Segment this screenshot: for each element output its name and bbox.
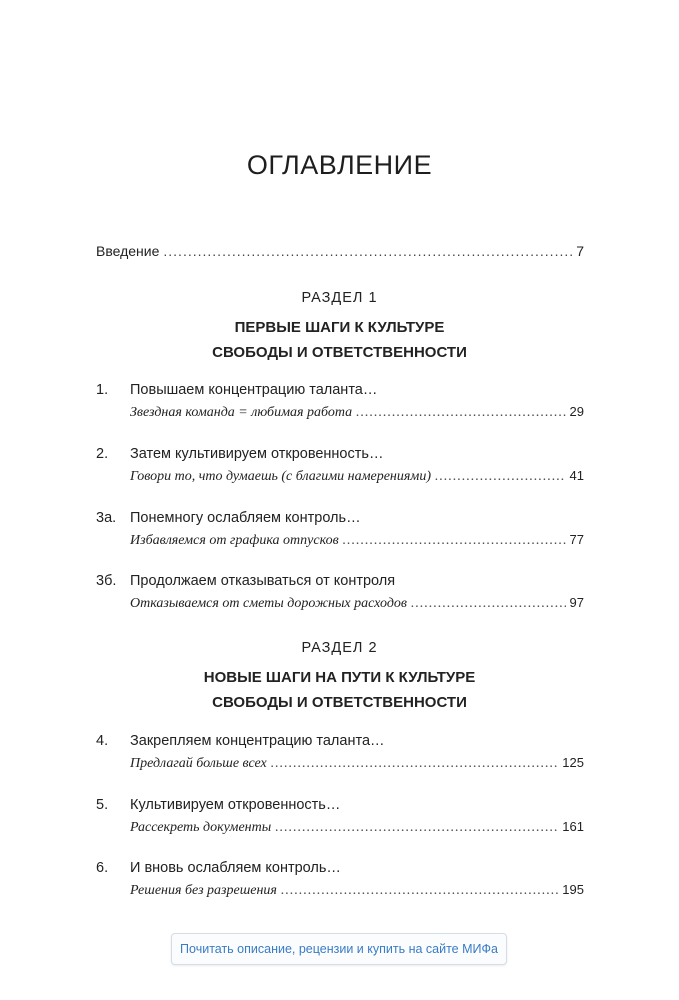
chapter-number: 3а. [96, 510, 117, 526]
page-title: ОГЛАВЛЕНИЕ [246, 150, 433, 180]
chapter-subtitle: Предлагай больше всех [130, 756, 267, 771]
chapter-5 [96, 795, 584, 836]
section-1-title-line2: СВОБОДЫ И ОТВЕТСТВЕННОСТИ [212, 344, 467, 361]
section-2-title-line1: НОВЫЕ ШАГИ НА ПУТИ К КУЛЬТУРЕ [203, 669, 476, 686]
chapter-number: 2. [96, 446, 109, 462]
chapter-page: 125 [562, 755, 584, 770]
chapter-page: 195 [562, 882, 584, 897]
section-1-title-line1: ПЕРВЫЕ ШАГИ К КУЛЬТУРЕ [234, 319, 445, 336]
leader-dots [163, 243, 572, 259]
chapter-title: Повышаем концентрацию таланта… [130, 382, 378, 398]
chapter-page: 97 [569, 595, 584, 610]
section-2-title-line2: СВОБОДЫ И ОТВЕТСТВЕННОСТИ [212, 694, 467, 711]
chapter-3b [96, 571, 584, 612]
toc-intro-label: Введение [96, 243, 160, 259]
leader-dots [343, 533, 566, 549]
chapter-2 [96, 444, 584, 485]
chapter-title: Культивируем откровенность… [130, 797, 341, 813]
chapter-number: 1. [96, 382, 109, 398]
chapter-number: 5. [96, 797, 109, 813]
chapter-title: Затем культивируем откровенность… [130, 446, 384, 462]
chapter-title: Продолжаем отказываться от контроля [130, 573, 396, 589]
section-1-label: РАЗДЕЛ 1 [301, 290, 378, 306]
toc-intro-page: 7 [576, 243, 584, 259]
chapter-number: 3б. [96, 573, 117, 589]
toc-intro [96, 243, 584, 259]
chapter-page: 161 [562, 819, 584, 834]
chapter-page: 41 [569, 468, 584, 483]
chapter-subtitle: Избавляемся от графика отпусков [130, 533, 339, 548]
chapter-subtitle: Рассекреть документы [130, 820, 272, 835]
chapter-page: 77 [569, 532, 584, 547]
chapter-1 [96, 380, 584, 421]
chapter-3a [96, 508, 584, 549]
chapter-title: Закрепляем концентрацию таланта… [130, 733, 385, 749]
leader-dots [411, 596, 566, 612]
leader-dots [275, 820, 558, 836]
leader-dots [271, 756, 559, 772]
chapter-title: Понемногу ослабляем контроль… [130, 510, 361, 526]
chapter-4 [96, 731, 584, 772]
leader-dots [281, 883, 558, 899]
leader-dots [435, 469, 566, 485]
mif-store-link[interactable]: Почитать описание, рецензии и купить на сайте МИФа [171, 933, 507, 965]
section-2-label: РАЗДЕЛ 2 [301, 640, 378, 656]
chapter-title: И вновь ослабляем контроль… [130, 860, 341, 876]
chapter-page: 29 [569, 404, 584, 419]
chapter-subtitle: Решения без разрешения [130, 883, 277, 898]
chapter-6 [96, 858, 584, 899]
chapter-number: 6. [96, 860, 109, 876]
chapter-number: 4. [96, 733, 109, 749]
chapter-subtitle: Звездная команда = любимая работа [130, 405, 353, 420]
leader-dots [356, 405, 565, 421]
chapter-subtitle: Говори то, что думаешь (с благими намерениями) [130, 469, 431, 484]
chapter-subtitle: Отказываемся от сметы дорожных расходов [130, 596, 408, 611]
